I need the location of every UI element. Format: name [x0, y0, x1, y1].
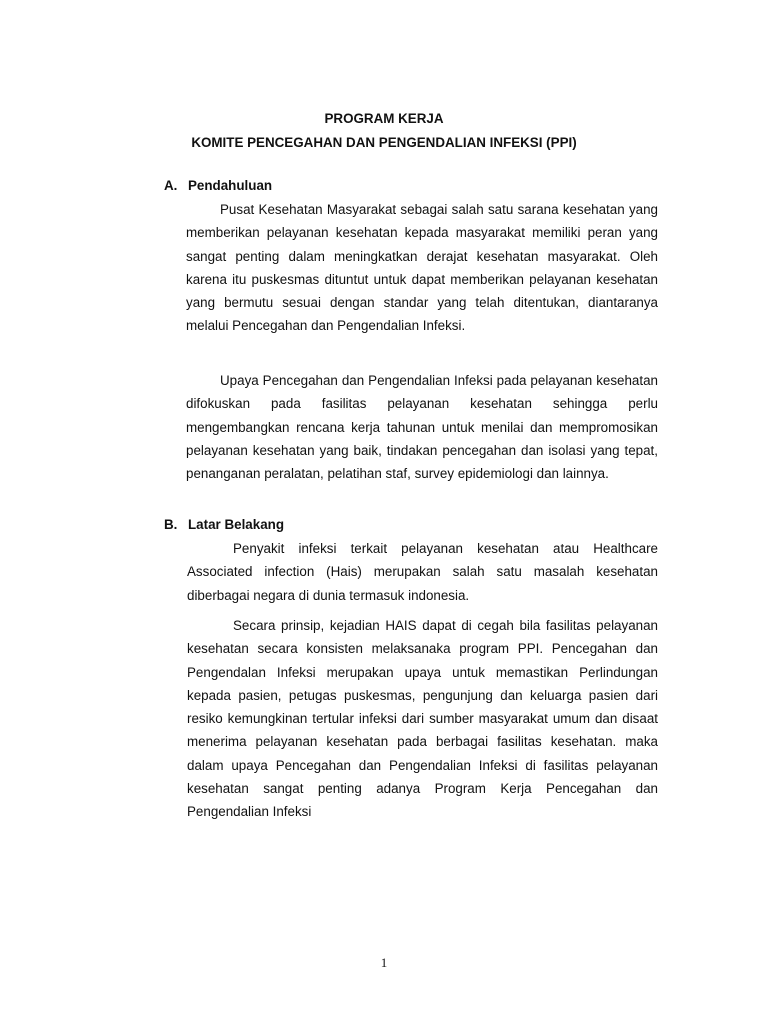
paragraph: Penyakit infeksi terkait pelayanan kesehatan atau Healthcare Associated infection (Hais) merupakan salah satu masalah kesehatan diberbagai negara di dunia termasuk indonesia.: [187, 541, 658, 603]
document-title: PROGRAM KERJA: [324, 111, 444, 126]
section-heading-latar-belakang: [164, 517, 284, 532]
paragraph: Secara prinsip, kejadian HAIS dapat di cegah bila fasilitas pelayanan kesehatan secara konsisten melaksanaka program PPI. Pencegahan dan Pengendalan Infeksi merupakan upaya untuk memastikan Perlindungan kepada pasien, petugas puskesmas, pengunjung dan keluarga pasien dari resiko kemungkinan tertular infeksi dari sumber masyarakat umum dan disaat menerima pelayanan kesehatan pada berbagai fasilitas kesehatan. maka dalam upaya Pencegahan dan Pengendalian Infeksi di fasilitas pelayanan kesehatan sangat penting adanya Program Kerja Pencegahan dan Pengendalian Infeksi: [187, 618, 658, 820]
section-letter: A.: [164, 178, 178, 193]
paragraph: Upaya Pencegahan dan Pengendalian Infeksi pada pelayanan kesehatan difokuskan pada fasilitas pelayanan kesehatan sehingga perlu mengembangkan rencana kerja tahunan untuk menilai dan mempromosikan pelayanan kesehatan yang baik, tindakan pencegahan dan isolasi yang tepat, penanganan peralatan, pelatihan staf, survey epidemiologi dan lainnya.: [186, 373, 658, 482]
section-heading-text: Latar Belakang: [188, 517, 285, 532]
section-letter: B.: [164, 517, 178, 532]
document-subtitle: KOMITE PENCEGAHAN DAN PENGENDALIAN INFEKSI (PPI): [191, 135, 577, 150]
section-heading-pendahuluan: [164, 178, 272, 193]
page-number: 1: [380, 955, 388, 970]
section-heading-text: Pendahuluan: [188, 178, 273, 193]
paragraph: Pusat Kesehatan Masyarakat sebagai salah satu sarana kesehatan yang memberikan pelayanan kesehatan kepada masyarakat memiliki peran yang sangat penting dalam meningkatkan derajat kesehatan masyarakat. Oleh karena itu puskesmas dituntut untuk dapat memberikan pelayanan kesehatan yang bermutu sesuai dengan standar yang telah ditentukan, diantaranya melalui Pencegahan dan Pengendalian Infeksi.: [186, 202, 658, 334]
